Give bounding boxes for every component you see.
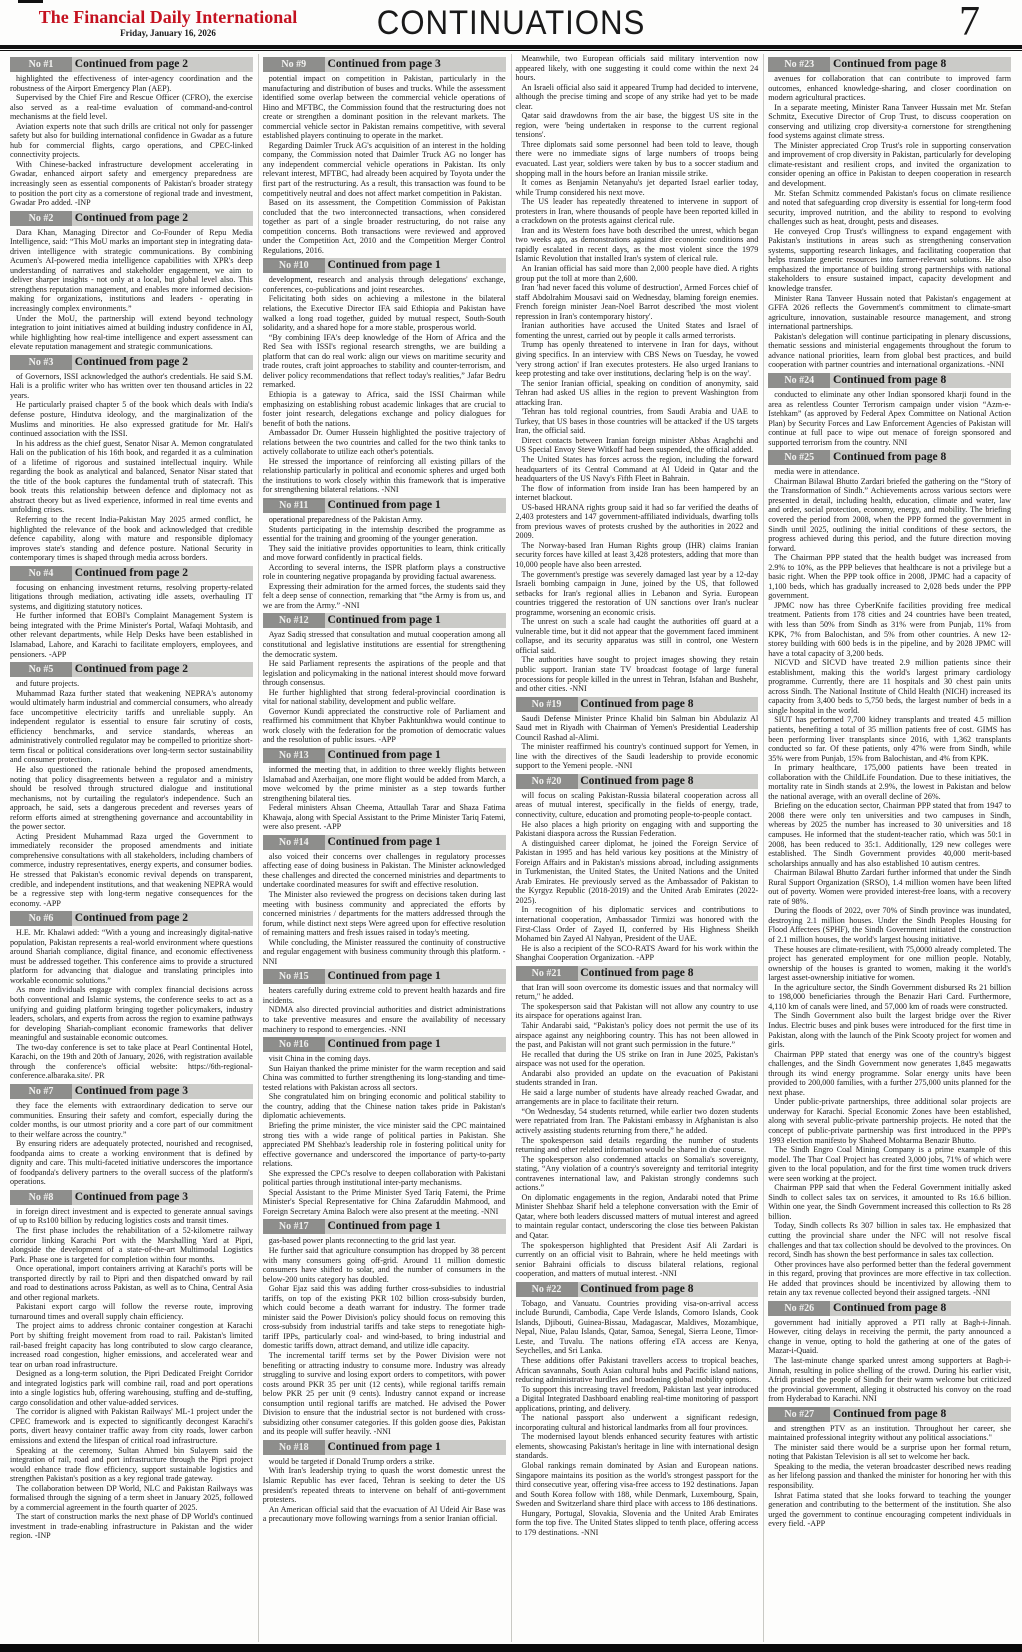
continued-from-label: Continued from page 8 bbox=[580, 697, 694, 710]
article-paragraph: The modernised layout blends enhanced security features with artistic elements, showcasing Pakistan's heritage in line with international design standards. bbox=[515, 1432, 759, 1461]
article-paragraph: The senior Iranian official, speaking on condition of anonymity, said Tehran had asked US allies in the region to prevent Washington from attacking Iran. bbox=[515, 378, 759, 407]
article-paragraph: focusing on enhancing investment returns, resolving property-related litigations through mediation, activating idle assets, overhauling IT systems, and digitizing statutory notices. bbox=[10, 582, 253, 611]
section-number-badge: No #13 bbox=[263, 748, 325, 763]
section-header bbox=[263, 748, 506, 763]
column-2 bbox=[259, 54, 512, 1642]
continued-from-label: Continued from page 8 bbox=[833, 1407, 947, 1420]
article-paragraph: The flow of information from inside Iran has been hampered by an internet blackout. bbox=[515, 483, 759, 503]
section-header bbox=[263, 969, 506, 984]
article-paragraph: Today, Sindh collects Rs 307 billion in sales tax. He emphasized that cutting the provincial share under the NFC will not resolve fiscal challenges and that tax collection should be devolved to the provinces. On record, Sindh has shown the best performance in sales tax collection. bbox=[768, 1221, 1011, 1260]
article-paragraph: development, research and analysis through delegations' exchange, conferences, co-publications and joint researches. bbox=[262, 275, 506, 294]
header-rule-thick bbox=[0, 45, 1022, 49]
article-paragraph: The two-day conference is set to take place at Pearl Continental Hotel, Karachi, on the 19th and 20th of January, 2026, with registration available through the conference's official website: https://6th-regional-conference.albaraka.site/. PR bbox=[10, 1042, 253, 1081]
article-paragraph: He also questioned the rationale behind the proposed amendments, noting that policy disagreements between a regulator and a ministry should be resolved through structured dialogue and institutional mechanisms, not by curtailing the regulator's independence. Such an approach, he said, sets a dangerous precedent and reverses years of reform efforts aimed at strengthening governance and accountability in the power sector. bbox=[10, 765, 253, 832]
article-paragraph: She congratulated him on bringing economic and political stability to the country, adding that the Chinese nation takes pride in Pakistan's diplomatic achievements. bbox=[262, 1092, 506, 1121]
article-paragraph: Supervised by the Chief Fire and Rescue Officer (CFRO), the exercise also served as a real-time evaluation of command-and-control mechanisms at the field level. bbox=[10, 93, 253, 122]
section-header bbox=[768, 1407, 1011, 1422]
continued-from-label: Continued from page 2 bbox=[74, 355, 188, 368]
article-paragraph: Briefing on the education sector, Chairman PPP stated that from 1947 to 2008 there were only ten universities and two campuses in Sindh, whereas by 2025 the number has increased to 30 universities and 18 campuses. He informed that the student-teacher ratio, which was 50:1 in 2008, has been reduced to 35:1. Additionally, 129 new colleges were established. The Sindh Government provides 40,000 merit-based scholarships annually and has also established 10 autism centres. bbox=[768, 801, 1011, 868]
article-paragraph: Iran and its Western foes have both described the unrest, which began two weeks ago, as demonstrations against dire economic conditions and rapidly escalated in recent days, as the most violent since the 1979 Islamic Revolution that installed Iran's system of clerical rule. bbox=[515, 225, 759, 264]
article-paragraph: visit China in the coming days. bbox=[268, 1054, 371, 1064]
article-paragraph: Under the MoU, the partnership will extend beyond technology integration to joint initiatives aimed at building industry confidence in AI, while highlighting how real-time intelligence and expert assessment can elevate reputation management and strategic communications. bbox=[10, 313, 253, 352]
article-paragraph: The incremental tariff terms set by the Power Division were not benefiting or attracting industry to consume more. Industry was already struggling to survive and losing export orders to competitors, with power costs around PKR 35 per unit (12 cents), while regional tariffs remain below PKR 25 per unit (9 cents). Industry cannot expand or increase consumption until regional tariffs are matched. He advised the Power Division to ensure that the industrial sector is not burdened with cross-subsidizing other consumer categories. If this golden goose dies, Pakistan and its people will suffer heavily. -NNI bbox=[262, 1350, 506, 1437]
section-number-badge: No #4 bbox=[10, 566, 72, 581]
article-paragraph: The spokesperson highlighted that President Asif Ali Zardari is currently on an official visit to Bahrain, where he held meetings with senior Bahraini officials to discuss bilateral relations, regional cooperation, and matters of mutual interest. -NNI bbox=[515, 1240, 759, 1279]
article-paragraph: The collaboration between DP World, NLC and Pakistan Railways was formalised through the signing of a term sheet in January 2025, followed by a commercial agreement in the fourth quarter of 2025. bbox=[10, 1483, 253, 1512]
section-header bbox=[10, 566, 253, 581]
article-paragraph: They said the initiative provides opportunities to learn, think critically and move forward confidently in practical fields. bbox=[262, 543, 506, 563]
article-paragraph: in foreign direct investment and is expected to generate annual savings of up to Rs100 billion by reducing logistics costs and transit times. bbox=[10, 1206, 253, 1226]
article-paragraph: Speaking at the ceremony, Sultan Ahmed bin Sulayem said the integration of rail, road and port infrastructure through the Pipri project would enhance trade flow efficiency, support sustainable logistics and strengthen Pakistan's position as a key regional trade gateway. bbox=[10, 1445, 253, 1484]
article-paragraph: they face the elements with extraordinary dedication to serve our communities. Ensuring their safety and comfort, especially during the colder months, is our utmost priority and a core part of our commitment to their welfare across the country.” bbox=[10, 1100, 253, 1139]
article-paragraph: Aviation experts note that such drills are critical not only for passenger safety but also for building international confidence in Gwadar as a future hub for commercial flights, cargo operations, and CPEC-linked connectivity projects. bbox=[10, 121, 253, 160]
article-paragraph: operational preparedness of the Pakistan Army. bbox=[268, 514, 423, 524]
issue-date: Friday, January 16, 2026 bbox=[120, 28, 216, 38]
continued-from-label: Continued from page 2 bbox=[74, 663, 188, 676]
columns bbox=[0, 51, 1022, 1642]
article-paragraph: He further informed that EOBI's Complaint Management System is being integrated with the Prime Minister's Portal, Wafaqi Mohtasib, and other relevant departments, while Help Desks have been established in Islamabad, Lahore, and Karachi to facilitate employers, employees, and pensioners. -APP bbox=[10, 611, 253, 659]
article-paragraph: Global rankings remain dominated by Asian and European nations. Singapore maintains its position as the world's strongest passport for the third consecutive year, offering visa-free access to 192 destinations. Japan and South Korea follow with 188, while Denmark, Luxembourg, Spain, Sweden and Switzerland share third place with access to 186 destinations. bbox=[515, 1461, 759, 1509]
article-paragraph: The Sindh Engro Coal Mining Company is a prime example of this model. The Thar Coal Project has created 3,000 jobs, 71% of which were given to the local population, and for the first time women truck drivers were seen working at the project. bbox=[768, 1145, 1011, 1183]
article-paragraph: Acting President Muhammad Raza urged the Government to immediately reconsider the proposed amendments and initiate comprehensive consultations with all stakeholders, including chambers of commerce, industry representatives, energy experts, and consumer bodies. He stressed that Pakistan's economic revival depends on transparent, credible, and independent institutions, and that weakening NEPRA would be a regressive step with long-term negative consequences for the economy. -APP bbox=[10, 831, 253, 908]
continued-from-label: Continued from page 3 bbox=[74, 1084, 188, 1097]
section-header bbox=[10, 911, 253, 926]
article-paragraph: On diplomatic engagements in the region, Andarabi noted that Prime Minister Shehbaz Sharif held a telephone conversation with the Emir of Qatar, where both leaders discussed matters of mutual interest and agreed to maintain regular contact, underscoring the close ties between Pakistan and Qatar. bbox=[515, 1192, 759, 1240]
section-header bbox=[516, 966, 759, 981]
article-paragraph: that Iran will soon overcome its domestic issues and that normalcy will return," he added. bbox=[515, 982, 759, 1002]
section-number-badge: No #24 bbox=[768, 373, 830, 388]
masthead-top-rule bbox=[18, 0, 43, 3]
section-number-badge: No #23 bbox=[768, 57, 830, 72]
article-paragraph: The United States has forces across the region, including the forward headquarters of its Central Command at Al Udeid in Qatar and the headquarters of the US Navy's Fifth Fleet in Bahrain. bbox=[515, 454, 759, 484]
newspaper-title: The Financial Daily International bbox=[38, 7, 298, 27]
section-header bbox=[263, 498, 506, 513]
section-header bbox=[516, 1282, 759, 1297]
article-paragraph: Briefing the prime minister, the vice minister said the CPC maintained strong ties with a wide range of political parties in Pakistan. She appreciated PM Shehbaz's leadership role in fostering political unity for effective governance and underscored the importance of party-to-party relations. bbox=[262, 1120, 506, 1169]
section-header bbox=[768, 57, 1011, 72]
article-paragraph: The Norway-based Iran Human Rights group (IHR) claims Iranian security forces have killed at least 3,428 protesters, adding that more than 10,000 people have also been arrested. bbox=[515, 540, 759, 569]
article-paragraph: Direct contacts between Iranian foreign minister Abbas Araghchi and US Special Envoy Steve Witkoff had been suspended, the official added. bbox=[515, 435, 759, 455]
article-paragraph: She expressed the CPC's resolve to deepen collaboration with Pakistani political parties through institutional inter-party mechanisms. bbox=[262, 1168, 506, 1188]
article-paragraph: JPMC now has three CyberKnife facilities providing free medical treatment. Patients from 178 cities and 24 countries have been treated, with less than 50% from Sindh as 31% were from Punjab, 11% from KPK, 7% from Balochistan, and 5% from other countries. A new 12-storey building with 600 beds is in the pipeline, and by 2028 JPMC will have a total capacity of 3,200 beds. bbox=[768, 600, 1011, 658]
continued-from-label: Continued from page 1 bbox=[327, 614, 441, 627]
section-number-badge: No #14 bbox=[263, 835, 325, 850]
article-paragraph: Saudi Defense Minister Prince Khalid bin Salman bin Abdulaziz Al Saud met in Riyadh with Chairman of Yemen's Presidential Leadership Council Rashad al-Alimi. bbox=[515, 713, 759, 742]
column-4 bbox=[764, 54, 1016, 1642]
section-header bbox=[516, 697, 759, 712]
article-paragraph: gas-based power plants reconnecting to the grid last year. bbox=[268, 1236, 456, 1246]
article-paragraph: H.E. Mr. Khalawi added: “With a young and increasingly digital-native population, Pakistan represents a real-world environment where questions around Shariah compliance, digital finance, and economic effectiveness must be addressed together. This conference aims to provide a structured platform for advancing that dialogue and translating principles into workable economic solutions.” bbox=[10, 928, 253, 985]
section-header bbox=[263, 57, 506, 72]
section-header bbox=[516, 774, 759, 789]
article-paragraph: The spokesperson also condemned attacks on Somalia's sovereignty, stating, “Any violation of a country's sovereignty and territorial integrity contravenes international law, and Pakistan strongly condemns such actions.” bbox=[515, 1154, 759, 1193]
section-number-badge: No #9 bbox=[263, 57, 325, 72]
article-paragraph: Gohar Ejaz said this was adding further cross-subsidies to industrial tariffs, on top of the existing PKR 102 billion cross-subsidy burden, which could become a death warrant for industry. The former trade minister said the Power Division's policy should focus on removing this cross-subsidy from industrial tariffs and take steps to renegotiate high-tariff IPPs, particularly coal- and wind-based, to bring industrial and domestic tariffs down, attract demand, and utilize idle capacity. bbox=[262, 1284, 506, 1351]
section-number-badge: No #20 bbox=[516, 774, 578, 789]
section-header bbox=[263, 613, 506, 628]
article-paragraph: It comes as Benjamin Netanyahu's jet departed Israel earlier today, while Trump considered his next move. bbox=[515, 178, 759, 197]
article-paragraph: Based on its assessment, the Competition Commission of Pakistan concluded that the two interconnected transactions, when considered together as part of a single broader restructuring, do not raise any competition concerns. Both transactions were reviewed and approved under the Competition Act, 2010 and the Competition Merger Control Regulations, 2016. bbox=[262, 198, 506, 255]
article-paragraph: Hungary, Portugal, Slovakia, Slovenia and the United Arab Emirates form the top five. The United States slipped to tenth place, offering access to 179 destinations. -NNI bbox=[515, 1508, 759, 1537]
article-paragraph: Felicitating both sides on achieving a milestone in the bilateral relations, the Executive Director IFA said Ethiopia and Pakistan have walked a long road together, guided by mutual respect, South-South solidarity, and a shared hope for a more stable, prosperous world. bbox=[262, 294, 506, 333]
article-paragraph: Qatar said drawdowns from the air base, the biggest US site in the region, were 'being undertaken in response to the current regional tensions'. bbox=[515, 111, 759, 140]
section-number-badge: No #10 bbox=[263, 258, 325, 273]
continued-from-label: Continued from page 1 bbox=[327, 1038, 441, 1051]
continued-from-label: Continued from page 2 bbox=[74, 58, 188, 70]
section-header bbox=[10, 355, 253, 370]
article-paragraph: Ethiopia is a gateway to Africa, said the ISSI Chairman while emphasizing on establishing robust academic linkages that are crucial to foster joint research, delegations exchange and policy dialogues for benefit of both the nations. bbox=[262, 389, 506, 428]
section-header bbox=[263, 835, 506, 850]
article-paragraph: Chairman Bilawal Bhutto Zardari briefed the gathering on the “Story of the Transformation of Sindh.” Achievements across various sectors were presented in detail, including health, education, climate and water, law and order, social protection, economy, energy, and mobility. The briefing covered the period from 2008, when the PPP formed the government in Sindh until 2025, outlining the initial conditions of these sectors, the progress achieved during this period, and the future direction moving forward. bbox=[768, 476, 1011, 553]
continued-from-label: Continued from page 3 bbox=[74, 1190, 188, 1203]
section-number-badge: No #22 bbox=[516, 1282, 578, 1297]
article-paragraph: The Minister appreciated Crop Trust's role in supporting conservation and improvement of crop diversity in Pakistan, particularly for developing climate-resistant and resilient crops, and invited the organization to consider opening an office in Pakistan to deepen cooperation in research and development. bbox=[768, 140, 1012, 189]
article-paragraph: and strengthen PTV as an institution. Throughout her career, she maintained professional integrity without any political associations." bbox=[768, 1423, 1011, 1443]
footer-rule bbox=[0, 1644, 1022, 1652]
article-paragraph: US-based HRANA rights group said it had so far verified the deaths of 2,403 protesters and 147 government-affiliated individuals, dwarfing tolls from previous waves of protests crushed by the authorities in 2022 and 2009. bbox=[515, 502, 759, 541]
article-paragraph: As more individuals engage with complex financial decisions across both conventional and Islamic systems, the conference seeks to act as a unifying and guiding platform bringing together policymakers, industry leaders, scholars, and experts from across the region to examine pathways for developing Shariah-compliant economic frameworks that deliver meaningful and sustainable economic outcomes. bbox=[10, 985, 253, 1043]
article-paragraph: An Iranian official has said more than 2,000 people have died. A rights group put the toll at more than 2,600. bbox=[515, 264, 759, 283]
article-paragraph: To support this increasing travel freedom, Pakistan last year introduced a Digital Integrated Dashboard enabling real-time monitoring of passport applications, printing, and delivery. bbox=[515, 1384, 759, 1413]
article-paragraph: Ambassador Dr. Oumer Hussein highlighted the positive trajectory of relations between the two countries and called for the two think tanks to actively collaborate to utilize each other's potentials. bbox=[262, 428, 506, 457]
continued-from-label: Continued from page 8 bbox=[833, 373, 947, 386]
article-paragraph: The corridor is aligned with Pakistan Railways' ML-1 project under the CPEC framework and is expected to significantly decongest Karachi's ports, divert heavy container traffic away from city roads, lower carbon emissions and extend the lifespan of critical road infrastructure. bbox=[10, 1407, 253, 1445]
article-paragraph: 'Tehran has told regional countries, from Saudi Arabia and UAE to Turkey, that US bases in those countries will be attacked' if the US targets Iran, the official said. bbox=[515, 407, 759, 436]
article-paragraph: According to several interns, the ISPR platform plays a constructive role in countering negative propaganda by providing factual awareness. bbox=[262, 562, 506, 582]
article-paragraph: Referring to the recent India-Pakistan May 2025 armed conflict, he highlighted the relevance of the book and acknowledged that credible defence capability, along with mature and responsible diplomacy improves state's standing and defence posture. National Security in contemporary times is shaped through media across borders. bbox=[10, 514, 253, 563]
article-paragraph: An Israeli official also said it appeared Trump had decided to intervene, although the precise timing and scope of any strike had yet to be made clear. bbox=[515, 82, 759, 111]
article-paragraph: He said Parliament represents the aspirations of the people and that legislation and policymaking in the national interest should move forward through consensus. bbox=[262, 659, 506, 688]
article-paragraph: Pakistan's delegation will continue participating in plenary discussions, thematic sessions and ministerial engagements throughout the forum to advance national priorities, learn from global best practices, and build cooperation with partner countries and international organizations. -NNI bbox=[768, 331, 1011, 370]
article-paragraph: Expressing their admiration for the armed forces, the students said they felt a deep sense of connection, remarking that “the Army is from us, and we are from the Army.” -NNI bbox=[262, 581, 506, 610]
continued-from-label: Continued from page 1 bbox=[327, 835, 441, 848]
page-header bbox=[0, 0, 1022, 44]
continued-from-label: Continued from page 1 bbox=[327, 970, 441, 983]
article-paragraph: media were in attendance. bbox=[774, 467, 860, 477]
article-paragraph: Muhammad Raza further stated that weakening NEPRA's autonomy would ultimately harm industrial and commercial consumers, who already face uncompetitive electricity tariffs and unreliable supply. An independent regulator is essential to ensure fair scrutiny of costs, efficiency benchmarks, and service standards, whereas an administratively controlled regulator may be compelled to prioritize short-term fiscal or political considerations over long-term sector sustainability and consumer protection. bbox=[10, 688, 253, 765]
article-paragraph: avenues for collaboration that can contribute to improved farm outcomes, enhanced knowledge-sharing, and closer coordination on modern agricultural practices. bbox=[768, 74, 1011, 103]
column-1 bbox=[6, 54, 259, 1642]
article-paragraph: The Minister also reviewed the progress on decisions taken during last meeting with business community and appreciated the efforts by concerned ministries / departments for the matters addressed through the forum, while distinct next steps Were agreed upon for effective resolution of remaining matters and fresh issues raised in today's meeting. bbox=[262, 890, 506, 938]
section-number-badge: No #25 bbox=[768, 450, 830, 465]
article-paragraph: Chairman PPP stated that energy was one of the country's biggest challenges, and the Sindh Government now generates 1,845 megawatts through its wind energy programme. Solar energy units have been provided to 200,000 families, with a further 275,000 units planned for the next phase. bbox=[768, 1049, 1011, 1097]
article-paragraph: Ishrat Fatima stated that she looks forward to teaching the younger generation and contributing to the betterment of the institution. She also urged the government to continue encouraging competent individuals in every field. -APP bbox=[768, 1490, 1011, 1529]
section-number-badge: No #7 bbox=[10, 1084, 72, 1099]
article-paragraph: and future projects. bbox=[16, 679, 80, 689]
article-paragraph: of Governors, ISSI acknowledged the author's credentials. He said S.M. Hali is a prolific writer who has written over ten thousand articles in 22 years. bbox=[10, 371, 253, 400]
article-paragraph: The spokesperson said details regarding the number of students returning and other related information would be shared in due course. bbox=[515, 1135, 759, 1155]
continued-from-label: Continued from page 1 bbox=[327, 749, 441, 761]
article-paragraph: Sun Haiyan thanked the prime minister for the warm reception and said China was committed to further strengthening its long-standing and time-tested relations with Pakistan across all sectors. bbox=[262, 1063, 506, 1092]
article-paragraph: Federal ministers Ahsan Cheema, Attaullah Tarar and Shaza Fatima Khawaja, along with Special Assistant to the Prime Minister Tariq Fatemi, were also present. -APP bbox=[262, 803, 506, 832]
article-paragraph: In primary healthcare, 175,000 patients have been treated in collaboration with the ChildLife Foundation. Due to these initiatives, the mortality rate in Sindh stands at 2.9%, the lowest in Pakistan and below the national average, with an overall decline of 26%. bbox=[768, 763, 1011, 801]
article-paragraph: Under public-private partnerships, three additional solar projects are underway for Karachi. Special Economic Zones have been established, along with several public-private partnership projects. He noted that the concept of public-private partnership was first introduced in the PPP's 1993 election manifesto by Shaheed Mohtarma Benazir Bhutto. bbox=[768, 1097, 1011, 1145]
article-paragraph: In a separate meeting, Minister Rana Tanveer Hussain met Mr. Stefan Schmitz, Executive Director of Crop Trust, to discuss cooperation on conserving and utilizing crop diversity-a cornerstone for strengthening food systems against climate stress. bbox=[768, 102, 1011, 141]
article-paragraph: also voiced their concerns over challenges in regulatory processes affecting ease of doing business in Pakistan. The Minister acknowledged these challenges and directed the concerned ministries and departments to undertake coordinated measures for swift and effective resolution. bbox=[262, 851, 506, 890]
article-paragraph: These additions offer Pakistani travellers access to tropical beaches, African savannahs, South Asian cultural hubs and Pacific island nations, reducing administrative hurdles and broadening global mobility options. bbox=[515, 1356, 759, 1385]
article-paragraph: Other provinces have also performed better than the federal government in this regard, proving that provinces are more effective in tax collection. He added that provinces should be incentivized by allowing them to retain any tax revenue collected beyond their assigned targets. -NNI bbox=[768, 1259, 1011, 1298]
section-header bbox=[10, 1084, 253, 1099]
section-header bbox=[768, 1301, 1011, 1316]
article-paragraph: Students participating in the internship described the programme as essential for the training and grooming of the younger generation. bbox=[262, 524, 506, 544]
article-paragraph: A distinguished career diplomat, he joined the Foreign Service of Pakistan in 1995 and has held various key positions at the Ministry of Foreign Affairs and in Pakistan's missions abroad, including assignments in Turkmenistan, the United States, the United Nations and the United Arab Emirates. He previously served as the Ambassador of Pakistan to the Kyrgyz Republic (2018-2019) and the United Arab Emirates (2022-2025). bbox=[515, 838, 759, 905]
continued-from-label: Continued from page 3 bbox=[327, 58, 441, 70]
section-header bbox=[10, 662, 253, 677]
article-paragraph: The Chairman PPP stated that the health budget was increased from 2.9% to 10%, as the PPP believes that healthcare is not a privilege but a basic right. When the PPP took office in 2008, JPMC had a capacity of 1,100 beds, which has gradually increased to 2,028 beds under the PPP government. bbox=[768, 553, 1011, 601]
section-number-badge: No #21 bbox=[516, 966, 578, 981]
section-header bbox=[768, 373, 1011, 388]
article-paragraph: In his address as the chief guest, Senator Nisar A. Memon congratulated Hali on the publication of his 16th book, and regarded it as a culmination of a lifetime of rigorous and sustained intellectual inquiry. While regarding the book as analytical and balanced, Senator Nisar stated that the title of the book captures the fundamental truth of statecraft. This book treats this relationship between defence and diplomacy not as abstract theory but as lived experience, informed in real time events and unfolding crises. bbox=[10, 438, 253, 515]
article-paragraph: potential impact on competition in Pakistan, particularly in the manufacturing and distribution of buses and trucks. While the assessment identified some overlap between the commercial vehicle operations of Hino and MFTBC, the Commission found that the restructuring does not create or strengthen a dominant position in the relevant markets. The commercial vehicle sector in Pakistan remains competitive, with several established players continuing to operate in the market. bbox=[262, 74, 506, 141]
article-paragraph: “On Wednesday, 54 students returned, while earlier two dozen students were repatriated from Iran. The Pakistani embassy in Afghanistan is also actively assisting students returning from there,” he added. bbox=[515, 1106, 759, 1135]
article-paragraph: An American official said that the evacuation of Al Udeid Air Base was a precautionary move following warnings from a senior Iranian official. bbox=[262, 1504, 506, 1524]
article-paragraph: In recognition of his diplomatic services and contributions to international cooperation, Ambassador Tirmizi was honored with the First-Class Order of Zayed II, conferred by His Highness Sheikh Mohamed bin Zayed Al Nahyan, President of the UAE. bbox=[515, 905, 759, 944]
section-number-badge: No #16 bbox=[263, 1037, 325, 1052]
article-paragraph: Tobago, and Vanuatu. Countries providing visa-on-arrival access include Burundi, Cambodia, Cape Verde Islands, Comoro Islands, Cook Islands, Djibouti, Guinea-Bissau, Madagascar, Maldives, Mozambique, Nepal, Niue, Palau Islands, Qatar, Samoa, Senegal, Sierra Leone, Timor-Leste, and Tuvalu. The nations offering eTA access are Kenya, Seychelles, and Sri Lanka. bbox=[515, 1298, 759, 1356]
article-paragraph: He conveyed Crop Trust's willingness to expand engagement with Pakistan's institutions in areas such as strengthening conservation systems, supporting research linkages, and facilitating cooperation that helps translate genetic resources into farmer-relevant solutions. He also emphasized the importance of building strong partnerships with national stakeholders to ensure sustained impact, capacity development and knowledge transfer. bbox=[768, 226, 1011, 294]
article-paragraph: Minister Rana Tanveer Hussain noted that Pakistan's engagement at GFFA 2026 reflects the Government's commitment to climate-smart agriculture, innovation, sustainable resource management, and strong international partnerships. bbox=[768, 293, 1011, 332]
article-paragraph: He recalled that during the US strike on Iran in June 2025, Pakistan's airspace was not used for the operation. bbox=[515, 1049, 759, 1069]
section-header bbox=[263, 1440, 506, 1455]
section-header bbox=[768, 450, 1011, 465]
article-paragraph: Meanwhile, two European officials said military intervention now appeared likely, with one suggesting it could come within the next 24 hours. bbox=[515, 54, 759, 83]
section-number-badge: No #17 bbox=[263, 1219, 325, 1234]
section-number-badge: No #15 bbox=[263, 969, 325, 984]
column-3 bbox=[512, 54, 765, 1642]
section-number-badge: No #1 bbox=[10, 57, 72, 72]
article-paragraph: NDMA also directed provincial authorities and district administrations to take preventive measures and ensure the availability of necessary machinery to respond to emergencies. -NNI bbox=[262, 1005, 506, 1034]
article-paragraph: The first phase includes the rehabilitation of a 52-kilometre railway corridor linking Karachi Port with the Marshalling Yard at Pipri, alongside the development of a state-of-the-art Multimodal Logistics Park. Phase one is targeted for completion within four months. bbox=[10, 1225, 253, 1264]
continued-from-label: Continued from page 8 bbox=[833, 451, 947, 464]
section-header bbox=[10, 211, 253, 226]
section-number-badge: No #27 bbox=[768, 1407, 830, 1422]
section-number-badge: No #19 bbox=[516, 697, 578, 712]
article-paragraph: He is also a recipient of the SCO-RATS Award for his work within the Shanghai Cooperation Organization. -APP bbox=[515, 943, 759, 963]
article-paragraph: highlighted the effectiveness of inter-agency coordination and the robustness of the Airport Emergency Plan (AEP). bbox=[10, 74, 253, 93]
article-paragraph: By ensuring riders are adequately protected, nourished and recognised, foodpanda aims to create a working environment that is defined by dignity and care. This multi-faceted initiative underscores the importance of foodpanda's delivery partners to the overall success of the platform's operations. bbox=[10, 1139, 253, 1187]
section-number-badge: No #3 bbox=[10, 355, 72, 370]
page-number: 7 bbox=[959, 0, 980, 45]
section-number-badge: No #8 bbox=[10, 1190, 72, 1205]
article-paragraph: Regarding Daimler Truck AG's acquisition of an interest in the holding company, the Commission noted that Daimler Truck AG no longer has any independent commercial vehicle operations in Pakistan. Its only relevant interest, MFTBC, had already been acquired by Toyota under the first part of the restructuring. As a result, this transaction was found to be competitively neutral and does not affect market competition in Pakistan. bbox=[262, 140, 506, 198]
article-paragraph: During the floods of 2022, over 70% of Sindh province was inundated, destroying 2.1 million houses. Under the Sindh Peoples Housing for Flood Affectees (SPHF), the Sindh Government initiated the construction of 2.1 million houses, the world's largest housing initiative. bbox=[768, 906, 1011, 945]
article-paragraph: will focus on scaling Pakistan-Russia bilateral cooperation across all areas of mutual interest, specifically in the fields of energy, trade, connectivity, culture, education and promoting people-to-people contact. bbox=[515, 790, 759, 820]
article-paragraph: Iran 'had never faced this volume of destruction', Armed Forces chief of staff Abdolrahim Mousavi said on Wednesday, blaming foreign enemies. French foreign minister Jean-Noel Barrot described 'the most violent repression in Iran's contemporary history'. bbox=[515, 283, 759, 321]
article-paragraph: Once operational, import containers arriving at Karachi's ports will be transported directly by rail to Pipri and then dispatched onward by rail and road to destinations across Pakistan, as well as to China, Central Asia and other regional markets. bbox=[10, 1264, 253, 1302]
continued-from-label: Continued from page 2 bbox=[74, 211, 188, 224]
article-paragraph: Designed as a long-term solution, the Pipri Dedicated Freight Corridor and integrated logistics park will combine rail, road and port operations into a single logistics hub, offering warehousing, stuffing and de-stuffing, cargo consolidation and other value-added services. bbox=[10, 1369, 253, 1407]
continued-from-label: Continued from page 1 bbox=[327, 1220, 441, 1233]
article-paragraph: The Sindh Government also built the largest bridge over the River Indus. Electric buses and pink buses were introduced for the first time in Pakistan, along with the launch of the Pink Scooty project for women and girls. bbox=[768, 1011, 1011, 1050]
article-paragraph: The spokesperson said that Pakistan will not allow any country to use its airspace for operations against Iran. bbox=[515, 1001, 759, 1021]
section-number-badge: No #11 bbox=[263, 498, 325, 513]
article-paragraph: The minister said there would be a surprise upon her formal return, noting that Pakistan Television is all set to welcome her back. bbox=[768, 1442, 1011, 1462]
section-number-badge: No #26 bbox=[768, 1301, 830, 1316]
continued-from-label: Continued from page 1 bbox=[327, 1440, 441, 1453]
section-banner: CONTINUATIONS bbox=[376, 4, 646, 42]
continued-from-label: Continued from page 8 bbox=[833, 58, 947, 70]
article-paragraph: The last-minute change sparked unrest among supporters at Bagh-i-Jinnah, resulting in police shelling of the crowd. During his earlier visit, Afridi praised the people of Sindh for their warm welcome but criticized the provincial government, alleging it obstructed his convoy on the road from Hyderabad to Karachi. NNI bbox=[768, 1356, 1011, 1404]
continued-from-label: Continued from page 8 bbox=[580, 1282, 694, 1295]
article-paragraph: The authorities have sought to project images showing they retain public support. Iranian state TV broadcast footage of large funeral processions for people killed in the unrest in Tehran, Isfahan and Bushehr, and other cities. -NNI bbox=[515, 655, 759, 694]
article-paragraph: He particularly praised chapter 5 of the book which deals with India's defense posture, Hindutva ideology, and the marginalization of the Muslims and minorities. He also expressed gratitude for Mr. Hali's continued association with the ISSI. bbox=[10, 400, 253, 439]
article-paragraph: Dara Khan, Managing Director and Co-Founder of Repu Media Intelligence, said: “This MoU marks an important step in integrating data-driven intelligence with strategic communications. By combining Acumen's AI-powered media intelligence capabilities with XPR's deep understanding of narratives and stakeholder engagement, we aim to deliver sharper insights - not only at a local, but global level also. This strengthens reputation management, and enables more informed decision-making for organizations, institutions and leaders - operating in increasingly complex environments.” bbox=[10, 227, 253, 314]
section-header bbox=[263, 258, 506, 273]
article-paragraph: He further highlighted that strong federal-provincial coordination is vital for national stability, development and public welfare. bbox=[262, 687, 506, 707]
article-paragraph: conducted to eliminate any other Indian sponsored kharji found in the area as relentless Counter Terrorism campaign under vision “Azm-e-Istehkam” (as approved by Federal Apex Committee on National Action Plan) by Security Forces and Law Enforcement Agencies of Pakistan will continue at full pace to wipe out menace of foreign sponsored and supported terrorism from the country. NNI bbox=[768, 389, 1011, 447]
article-paragraph: With Iran's leadership trying to quash the worst domestic unrest the Islamic Republic has ever faced, Tehran is seeking to deter the US president's repeated threats to intervene on behalf of anti-government protesters. bbox=[262, 1466, 506, 1505]
article-paragraph: The start of construction marks the next phase of DP World's continued investment in trade-enabling infrastructure in Pakistan and the wider region. -INP bbox=[10, 1512, 253, 1541]
article-paragraph: While concluding, the Minister reassured the continuity of constructive and regular engagement with business community through this platform. -NNI bbox=[262, 937, 506, 966]
article-paragraph: Andarabi also provided an update on the evacuation of Pakistani students stranded in Iran. bbox=[515, 1068, 759, 1088]
article-paragraph: NICVD and SICVD have treated 2.9 million patients since their establishment, making this the world's largest primary cardiology programme. Currently, there are 11 hospitals and 30 chest pain units across Sindh. The National Institute of Child Health (NICH) increased its capacity from 3,400 beds to 5,750 beds, the largest number of beds in a single hospital in the world. bbox=[768, 658, 1011, 715]
article-paragraph: Mr. Stefan Schmitz commended Pakistan's focus on climate resilience and noted that safeguarding crop diversity is essential for long-term food security, improved nutrition, and the ability to respond to evolving challenges such as heat, drought, pests and diseases. bbox=[768, 188, 1011, 227]
continued-from-label: Continued from page 1 bbox=[327, 259, 441, 272]
article-paragraph: The US leader has repeatedly threatened to intervene in support of protesters in Iran, where thousands of people have been reported killed in a crackdown on the protests against clerical rule. bbox=[515, 197, 759, 226]
article-paragraph: Governor Kundi appreciated the constructive role of Parliament and reaffirmed his commitment that Khyber Pakhtunkhwa would continue to work closely with the federation for the promotion of democratic values and the resolution of public issues. -APP bbox=[262, 706, 506, 745]
article-paragraph: He said a large number of students have already reached Gwadar, and arrangements are in place to facilitate their return. bbox=[515, 1087, 759, 1107]
section-header bbox=[10, 57, 253, 72]
article-paragraph: The government's prestige was severely damaged last year by a 12-day Israeli bombing campaign in June, joined by the US, that followed setbacks for Iran's regional allies in Lebanon and Syria. European countries triggered the restoration of UN sanctions over Iran's nuclear programme, worsening an economic crisis. bbox=[515, 569, 759, 617]
article-paragraph: Trump has openly threatened to intervene in Iran for days, without giving specifics. In an interview with CBS News on Tuesday, he vowed 'very strong action' if Iran executes protesters. He also urged Iranians to keep protesting and take over institutions, declaring 'help is on the way'. bbox=[515, 340, 759, 379]
article-paragraph: He also places a high priority on engaging with and supporting the Pakistani diaspora across the Russian Federation. bbox=[515, 819, 759, 839]
section-header bbox=[263, 1037, 506, 1052]
continued-from-label: Continued from page 8 bbox=[580, 774, 694, 787]
article-paragraph: Ayaz Sadiq stressed that consultation and mutual cooperation among all constitutional and legislative institutions are essential for strengthening the democratic system. bbox=[262, 630, 506, 659]
article-paragraph: Chairman Bilawal Bhutto Zardari further informed that under the Sindh Rural Support Organization (SRSO), 1.4 million women have been lifted out of poverty. Women were provided interest-free loans, with a recovery rate of 98%. bbox=[768, 868, 1011, 906]
article-paragraph: The minister reaffirmed his country's continued support for Yemen, in line with the directives of the Saudi leadership to provide economic support to the Yemeni people. -NNI bbox=[515, 742, 759, 771]
article-paragraph: He stressed the importance of reinforcing all existing pillars of the relationship particularly in political and economic spheres and urged both the institutions to work closely within this framework that is imperative for strengthening bilateral relations. -NNI bbox=[262, 456, 506, 495]
section-number-badge: No #18 bbox=[263, 1440, 325, 1455]
article-paragraph: Iranian authorities have accused the United States and Israel of fomenting the unrest, carried out by people it calls armed terrorists. bbox=[515, 321, 759, 340]
article-paragraph: With Chinese-backed infrastructure development accelerating in Gwadar, enhanced airport safety and emergency preparedness are increasingly seen as essential components of Pakistan's broader strategy to position the port city as a cornerstone of regional trade and investment, Gwadar Pro added. -INP bbox=[10, 159, 253, 208]
continued-from-label: Continued from page 2 bbox=[74, 912, 188, 925]
section-number-badge: No #6 bbox=[10, 911, 72, 926]
section-header bbox=[10, 1190, 253, 1205]
article-paragraph: Special Assistant to the Prime Minister Syed Tariq Fatemi, the Prime Minister's Special Representative for China Zafaruddin Mahmood, and Foreign Secretary Amina Baloch were also present at the meeting. -NNI bbox=[262, 1187, 506, 1216]
article-paragraph: The project aims to address chronic container congestion at Karachi Port by shifting freight movement from road to rail. Pakistan's limited rail-based freight capacity has long contributed to slow cargo clearance, increased road congestion, higher emissions, and accelerated wear and tear on urban road infrastructure. bbox=[10, 1321, 253, 1369]
article-paragraph: Tahir Andarabi said, “Pakistan's policy does not permit the use of its airspace against any neighboring country. This has not been allowed in the past, and Pakistan will not grant such permission in the future.” bbox=[515, 1020, 759, 1050]
section-header bbox=[263, 1219, 506, 1234]
article-paragraph: Three diplomats said some personnel had been told to leave, though there were no immediate signs of large numbers of troops being evacuated. Last year, soldiers were taken by bus to a soccer stadium and shopping mall in the hours before an Iranian missile strike. bbox=[515, 139, 759, 178]
continued-from-label: Continued from page 1 bbox=[327, 498, 441, 511]
article-paragraph: would be targeted if Donald Trump orders a strike. bbox=[268, 1456, 435, 1466]
continued-from-label: Continued from page 2 bbox=[74, 566, 188, 579]
article-paragraph: heaters carefully during extreme cold to prevent health hazards and fire incidents. bbox=[262, 986, 506, 1005]
section-number-badge: No #2 bbox=[10, 211, 72, 226]
article-paragraph: SIUT has performed 7,700 kidney transplants and treated 4.5 million patients, benefiting a total of 35 million patients free of cost. GIMS has been performing liver transplants since 2016, with 1,362 transplants conducted so far. Of these patients, only 47% were from Sindh, while 35% were from Punjab, 15% from Balochistan, and 4% from KPK. bbox=[768, 715, 1011, 763]
article-paragraph: The national passport also underwent a significant redesign, incorporating cultural and historical landmarks from all four provinces. bbox=[515, 1413, 759, 1432]
article-paragraph: The unrest on such a scale had caught the authorities off guard at a vulnerable time, but it did not appear that the government faced imminent collapse, and its security apparatus was still in control, one Western official said. bbox=[515, 617, 759, 655]
section-number-badge: No #12 bbox=[263, 613, 325, 628]
article-paragraph: In the agriculture sector, the Sindh Government disbursed Rs 21 billion to 198,000 beneficiaries through the Benazir Hari Card. Furthermore, 4,110 km of canals were lined, and 57,000 km of roads were constructed. bbox=[768, 982, 1011, 1011]
article-paragraph: These houses are climate-resilient, with 75,0000 already completed. The project has generated employment for one million people. Notably, ownership of the houses is granted to women, making it the world's largest asset-ownership initiative for women. bbox=[768, 944, 1011, 983]
article-paragraph: “By combining IFA's deep knowledge of the Horn of Africa and the Red Sea with ISSI's regional research strengths, we are building a platform that can do real work: align our views on maritime security and trade routes, craft joint approaches to stability and counter-terrorism, and deliver policy recommendations that reflect today's realities,” Jafar Bedru remarked. bbox=[262, 332, 506, 390]
article-paragraph: informed the meeting that, in addition to three weekly flights between Islamabad and Azerbaijan, one more flight would be added from March, a move welcomed by the prime minister as a step towards further strengthening bilateral ties. bbox=[262, 765, 506, 803]
article-paragraph: He further said that agriculture consumption has dropped by 38 percent with many consumers going off-grid. Around 11 million domestic consumers have shifted to solar, and the number of consumers in the below-200 units category has doubled. bbox=[262, 1245, 506, 1284]
continued-from-label: Continued from page 8 bbox=[833, 1301, 947, 1314]
section-number-badge: No #5 bbox=[10, 662, 72, 677]
continued-from-label: Continued from page 8 bbox=[580, 966, 694, 979]
article-paragraph: Chairman PPP said that when the Federal Government initially asked Sindh to collect sales tax on services, it amounted to Rs 16.6 billion. Within one year, the Sindh Government increased this collection to Rs 28 billion. bbox=[768, 1183, 1011, 1221]
article-paragraph: Pakistani export cargo will follow the reverse route, improving turnaround times and overall supply chain efficiency. bbox=[10, 1302, 253, 1321]
article-paragraph: Speaking to the media, the veteran broadcaster described news reading as her lifelong passion and thanked the minister for honoring her with this responsibility. bbox=[768, 1461, 1011, 1491]
article-paragraph: government had initially approved a PTI rally at Bagh-i-Jinnah. However, citing delays in receiving the permit, the party announced a change in venue, opting to hold the gathering at one of the gates of Mazar-i-Quaid. bbox=[768, 1317, 1011, 1356]
